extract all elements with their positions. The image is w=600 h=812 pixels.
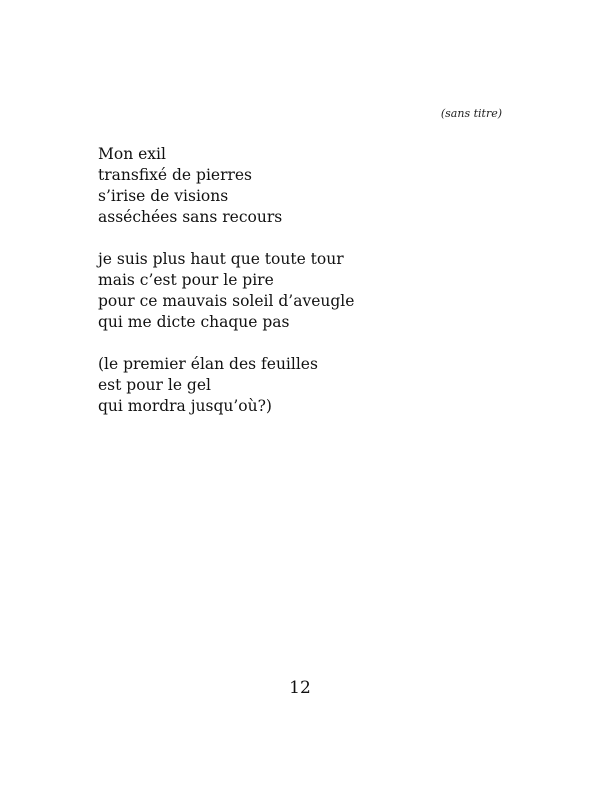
stanza-2 — [98, 249, 518, 333]
poem-line: asséchées sans recours — [98, 208, 283, 226]
stanza-1 — [98, 144, 518, 228]
page-number: 12 — [289, 678, 311, 698]
poem-line: pour ce mauvais soleil d’aveugle — [98, 292, 355, 310]
poem-line: qui me dicte chaque pas — [98, 313, 290, 331]
poem-line: Mon exil — [98, 145, 166, 163]
stanza-3 — [98, 354, 518, 417]
poem — [98, 144, 518, 438]
poem-line: est pour le gel — [98, 376, 211, 394]
poem-line: qui mordra jusqu’où?) — [98, 397, 272, 415]
running-title: (sans titre) — [440, 107, 502, 120]
poem-line: transfixé de pierres — [98, 166, 253, 184]
poem-line: je suis plus haut que toute tour — [98, 250, 344, 268]
poem-line: (le premier élan des feuilles — [98, 355, 318, 373]
poem-line: mais c’est pour le pire — [98, 271, 274, 289]
poem-line: s’irise de visions — [98, 187, 229, 205]
